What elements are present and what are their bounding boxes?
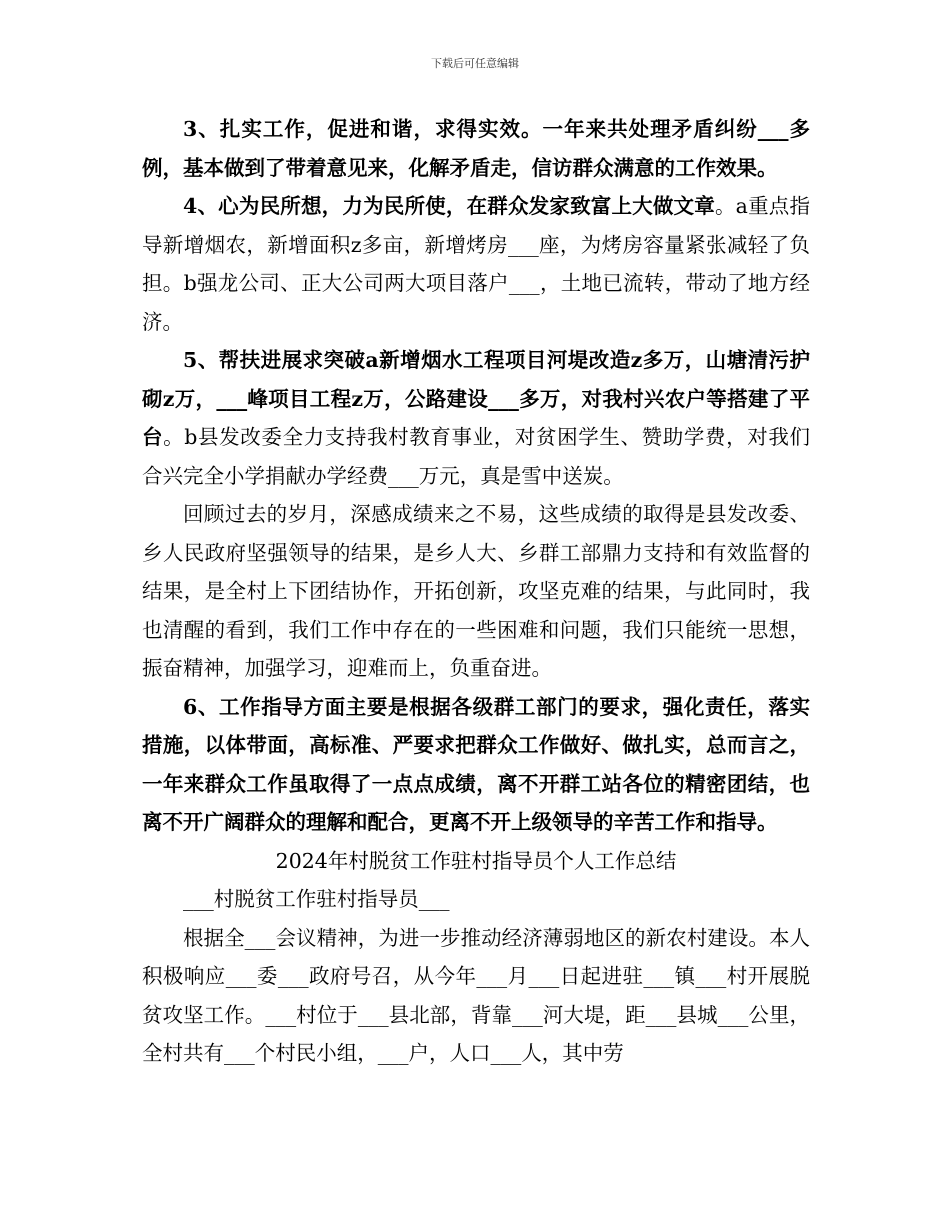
paragraph-4 <box>142 187 810 341</box>
section-title: 2024年村脱贫工作驻村指导员个人工作总结 <box>275 848 677 873</box>
page-header: 下载后可任意编辑 <box>431 57 519 70</box>
paragraph-4-heading: 4、心为民所想，力为民所使，在群众发家致富上大做文章 <box>183 194 715 218</box>
paragraph-5-heading: 5、帮扶进展求突破a新增烟水工程项目河堤改造z多万，山塘清污护砌z万，___峰项目工程z万，公路建设___多万，对我村兴农户等搭建了平台 <box>142 348 810 449</box>
intro-paragraph: 根据全___会议精神，为进一步推动经济薄弱地区的新农村建设。本人积极响应___委___政府号召，从今年___月___日起进驻___镇___村开展脱贫攻坚工作。___村位于___县北部，背靠___河大堤，距___县城___公里，全村共有___个村民小组，___户，人口___人，其中劳 <box>142 925 810 1065</box>
paragraph-5-text: 。b县发改委全力支持我村教育事业，对贫困学生、赞助学费，对我们合兴完全小学捐献办学经费___万元，真是雪中送炭。 <box>142 425 810 488</box>
review-paragraph: 回顾过去的岁月，深感成绩来之不易，这些成绩的取得是县发改委、乡人民政府坚强领导的结果，是乡人大、乡群工部鼎力支持和有效监督的结果，是全村上下团结协作，开拓创新，攻坚克难的结果，与此同时，我也清醒的看到，我们工作中存在的一些困难和问题，我们只能统一思想，振奋精神，加强学习，迎难而上，负重奋进。 <box>142 502 810 680</box>
paragraph-5 <box>142 341 810 495</box>
paragraph-4-text: 。a重点指导新增烟农，新增面积z多亩，新增烤房___座，为烤房容量紧张减轻了负担。b强龙公司、正大公司两大项目落户___，土地已流转，带动了地方经济。 <box>142 194 810 334</box>
byline: ___村脱贫工作驻村指导员___ <box>183 887 450 911</box>
document-body <box>142 110 810 1073</box>
paragraph-6: 6、工作指导方面主要是根据各级群工部门的要求，强化责任，落实措施，以体带面，高标准、严要求把群众工作做好、做扎实，总而言之，一年来群众工作虽取得了一点点成绩，离不开群工站各位的精密团结，也离不开广阔群众的理解和配合，更离不开上级领导的辛苦工作和指导。 <box>142 694 810 834</box>
paragraph-3: 3、扎实工作，促进和谐，求得实效。一年来共处理矛盾纠纷___多例，基本做到了带着意见来，化解矛盾走，信访群众满意的工作效果。 <box>142 117 810 180</box>
